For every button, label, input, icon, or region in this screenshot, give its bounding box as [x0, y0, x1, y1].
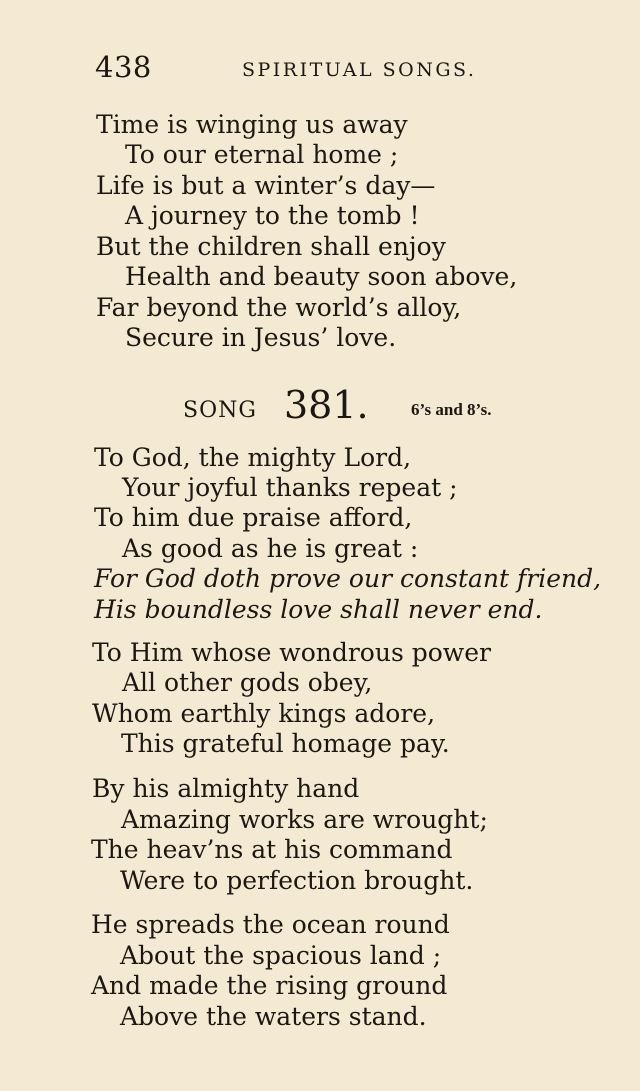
verse-line: By his almighty hand: [92, 774, 360, 803]
verse-line: Secure in Jesus’ love.: [125, 323, 397, 352]
refrain-line: For God doth prove our constant friend,: [94, 564, 602, 593]
song-label: SONG: [183, 398, 257, 423]
verse-line: This grateful homage pay.: [121, 729, 450, 758]
verse-line: A journey to the tomb !: [125, 201, 420, 230]
song-heading: [183, 383, 583, 431]
verse-line: Time is winging us away: [96, 110, 408, 139]
refrain-line: His boundless love shall never end.: [94, 595, 543, 624]
song-meter: 6’s and 8’s.: [411, 400, 492, 419]
verse-line: Whom earthly kings adore,: [92, 699, 436, 728]
verse-line: Far beyond the world’s alloy,: [96, 293, 462, 322]
verse-line: But the children shall enjoy: [96, 232, 446, 261]
verse-line: The heav’ns at his command: [91, 835, 453, 864]
verse-line: All other gods obey,: [122, 668, 373, 697]
page-header: [95, 50, 515, 90]
verse-line: As good as he is great :: [122, 534, 419, 563]
verse-line: He spreads the ocean round: [91, 910, 450, 939]
verse-line: Your joyful thanks repeat ;: [122, 473, 458, 502]
verse-line: Life is but a winter’s day—: [96, 171, 436, 200]
verse-line: To our eternal home ;: [125, 140, 399, 169]
verse-line: To Him whose wondrous power: [92, 638, 491, 667]
verse-line: To God, the mighty Lord,: [94, 443, 412, 472]
verse-line: Were to perfection brought.: [120, 866, 474, 895]
verse-line: About the spacious land ;: [120, 941, 442, 970]
verse-line: Health and beauty soon above,: [125, 262, 518, 291]
verse-line: Above the waters stand.: [120, 1002, 427, 1031]
verse-line: To him due praise afford,: [94, 503, 413, 532]
verse-line: Amazing works are wrought;: [121, 805, 488, 834]
running-title: SPIRITUAL SONGS.: [242, 59, 477, 81]
page-number: 438: [95, 50, 152, 84]
song-number: 381.: [284, 383, 369, 427]
verse-line: And made the rising ground: [91, 971, 448, 1000]
